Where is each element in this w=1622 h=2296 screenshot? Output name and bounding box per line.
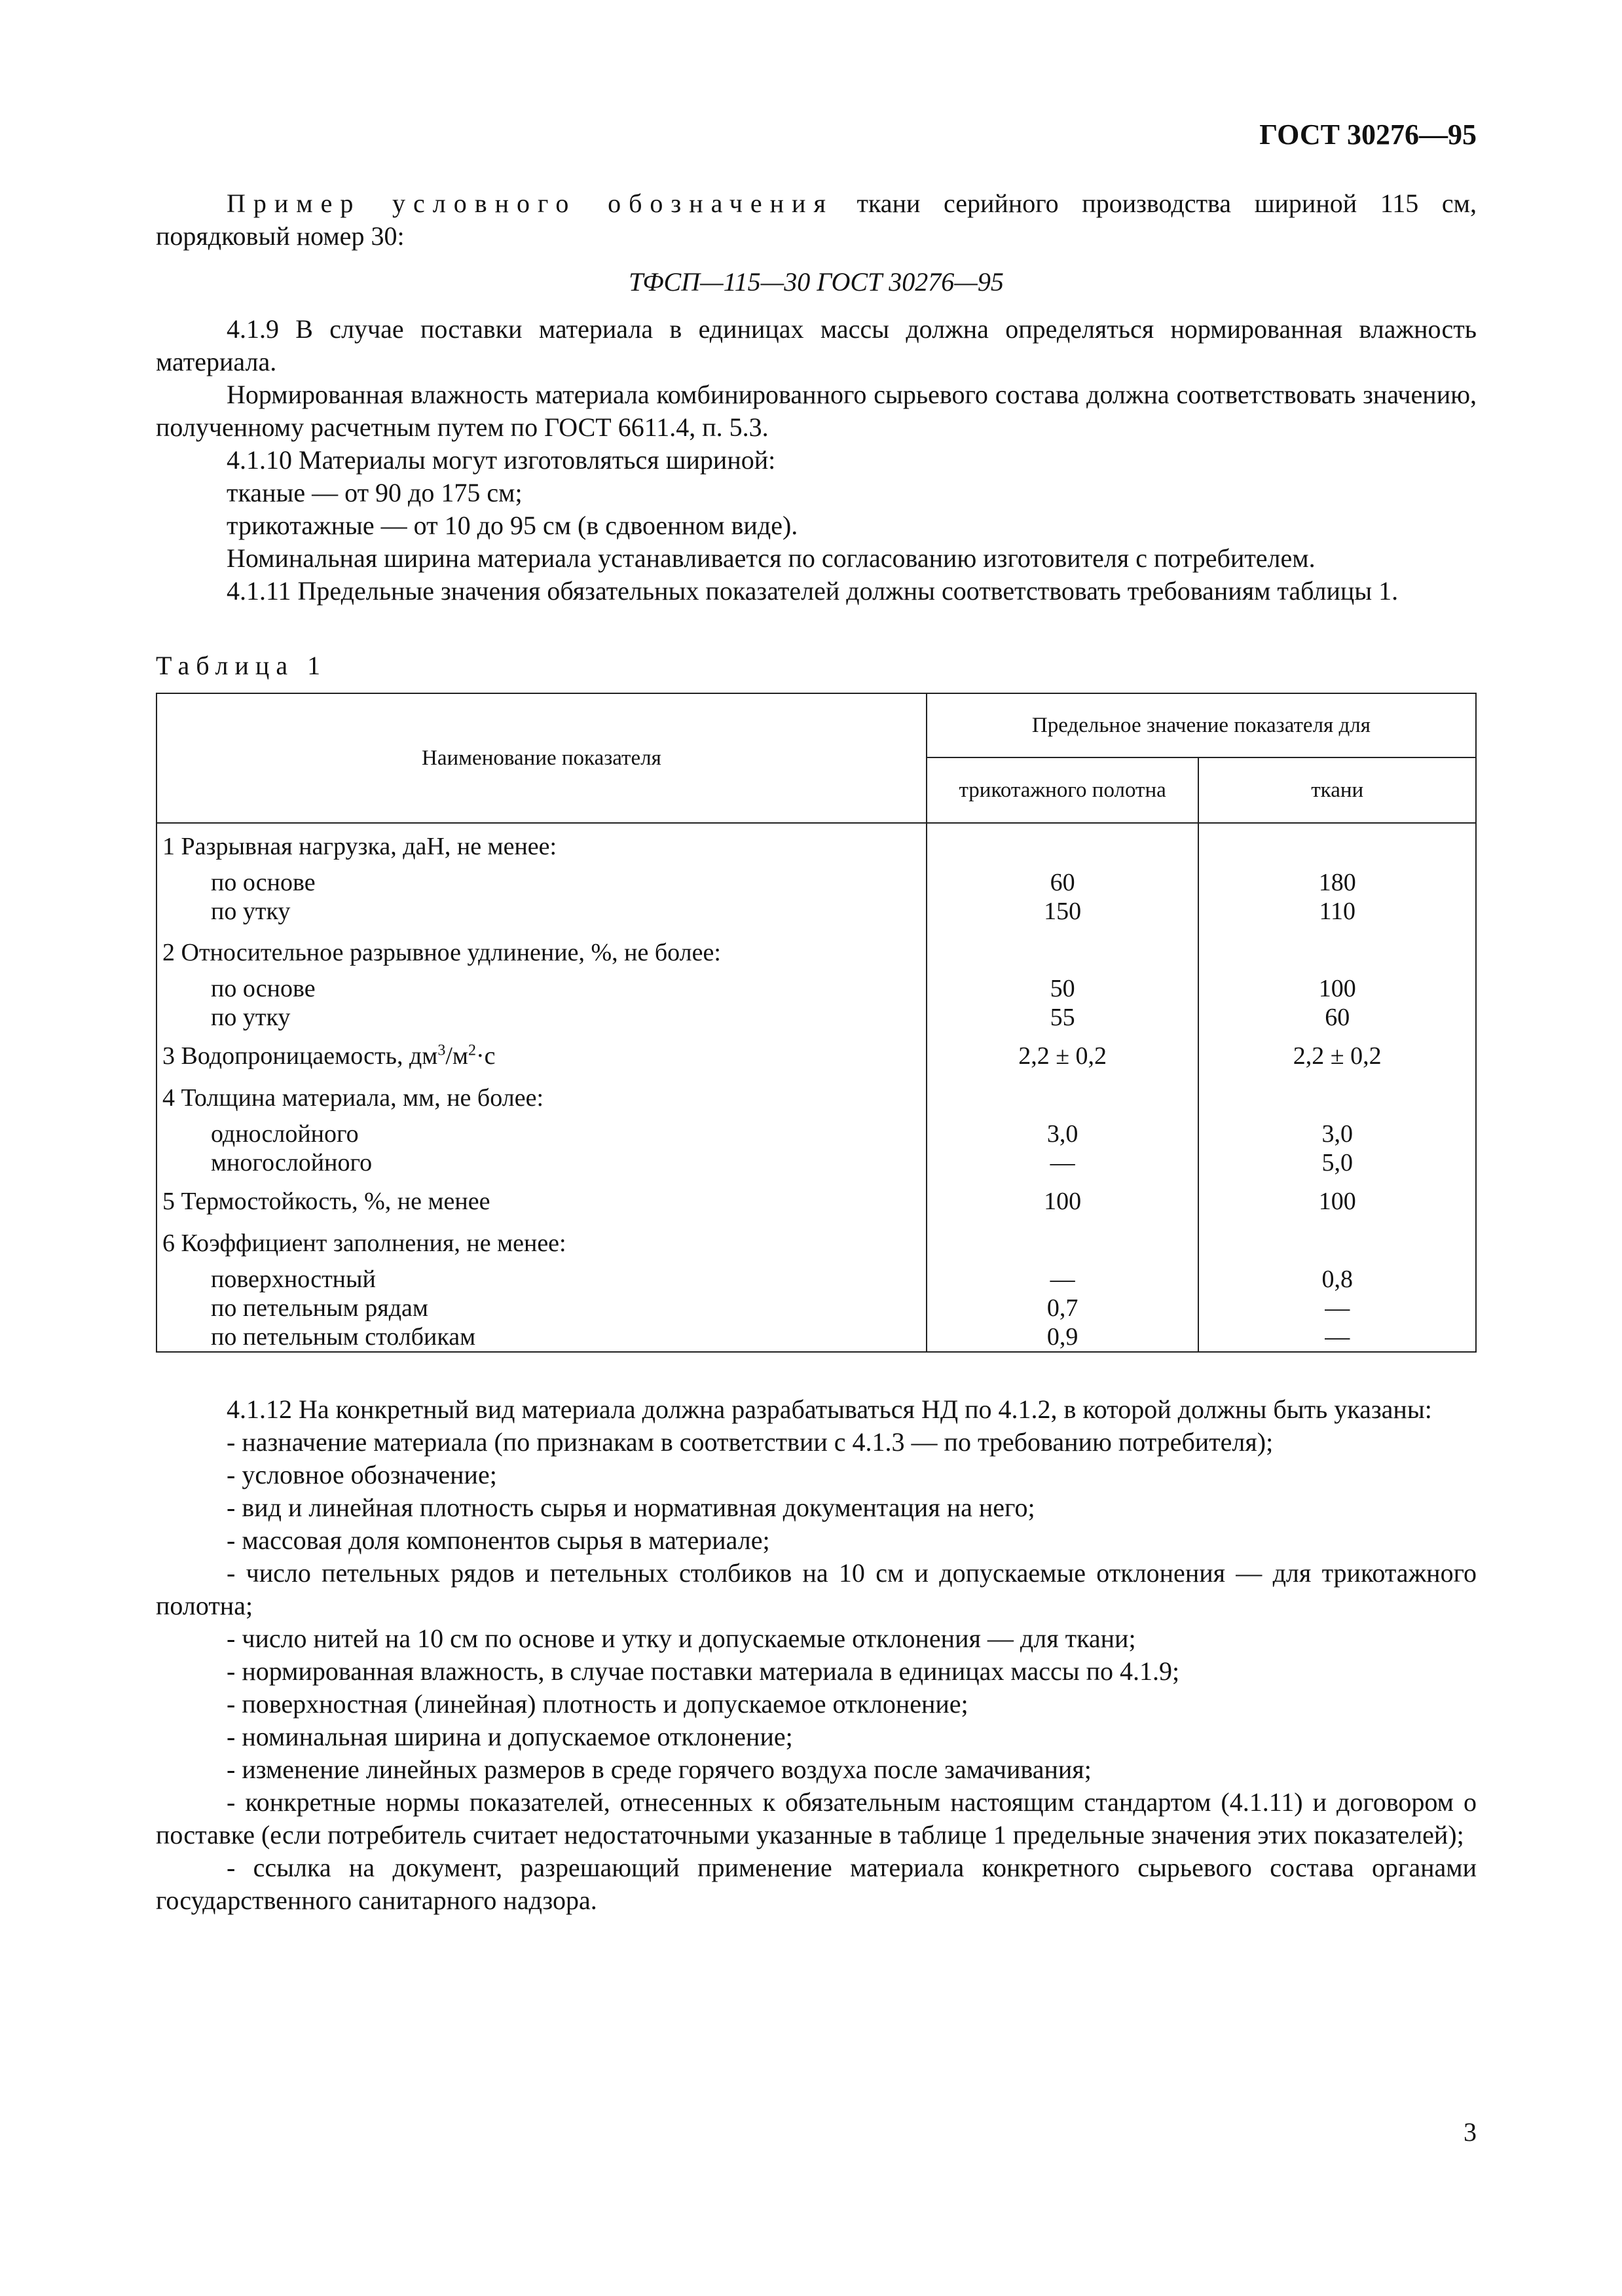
knit-value: — bbox=[927, 1148, 1199, 1182]
list-item: - конкретные нормы показателей, отнесенных к обязательным настоящим стандартом (4.1.11) и договором о поставке (если потребитель считает недостаточными указанные в таблице 1 предельные значения этих показателей); bbox=[156, 1787, 1477, 1850]
table-row bbox=[157, 1222, 1476, 1265]
knit-value: 2,2 ± 0,2 bbox=[927, 1037, 1199, 1076]
header-knitted: трикотажного полотна bbox=[927, 757, 1199, 823]
knit-value: 55 bbox=[927, 1003, 1199, 1037]
paragraph-4-1-9-moisture: Нормированная влажность материала комбинированного сырьевого состава должна соответствовать значению, полученному расчетным путем по ГОСТ 6611.4, п. 5.3. bbox=[156, 380, 1477, 442]
paragraph-4-1-10: 4.1.10 Материалы могут изготовляться шириной: bbox=[227, 445, 776, 475]
table-row bbox=[157, 823, 1476, 868]
list-item: - вид и линейная плотность сырья и нормативная документация на него; bbox=[227, 1493, 1035, 1522]
table-row bbox=[157, 1037, 1476, 1076]
fabric-value: 180 bbox=[1198, 868, 1476, 897]
row-label: 2 Относительное разрывное удлинение, %, не более: bbox=[157, 931, 927, 974]
nominal-width: Номинальная ширина материала устанавливается по согласованию изготовителя с потребителем. bbox=[227, 543, 1316, 573]
knit-value: — bbox=[927, 1265, 1199, 1294]
fabric-value: 5,0 bbox=[1198, 1148, 1476, 1182]
page-number: 3 bbox=[1464, 2117, 1477, 2147]
example-designation: ТФСП—115—30 ГОСТ 30276—95 bbox=[629, 267, 1004, 297]
fabric-value: 3,0 bbox=[1198, 1120, 1476, 1148]
row-label: по петельным рядам bbox=[157, 1294, 927, 1322]
table-1 bbox=[156, 693, 1477, 1353]
table-caption: Таблица 1 bbox=[156, 651, 327, 680]
list-item: - массовая доля компонентов сырья в материале; bbox=[227, 1525, 770, 1555]
paragraph-4-1-9: 4.1.9 В случае поставки материала в единицах массы должна определяться нормированная влажность материала. bbox=[156, 314, 1477, 376]
width-woven: тканые — от 90 до 175 см; bbox=[227, 478, 523, 507]
fabric-value: 110 bbox=[1198, 897, 1476, 931]
table-row bbox=[157, 1265, 1476, 1294]
fabric-value: — bbox=[1198, 1294, 1476, 1322]
list-item: - условное обозначение; bbox=[227, 1460, 497, 1489]
list-item: - номинальная ширина и допускаемое отклонение; bbox=[227, 1722, 793, 1751]
row-label: 4 Толщина материала, мм, не более: bbox=[157, 1076, 927, 1120]
table-row bbox=[157, 1120, 1476, 1148]
table-row bbox=[157, 1182, 1476, 1222]
row-label: 6 Коэффициент заполнения, не менее: bbox=[157, 1222, 927, 1265]
knit-value: 60 bbox=[927, 868, 1199, 897]
example-paragraph bbox=[156, 187, 1477, 253]
table-row bbox=[157, 1294, 1476, 1322]
knit-value: 50 bbox=[927, 974, 1199, 1003]
table-row bbox=[157, 868, 1476, 897]
list-item: - назначение материала (по признакам в соответствии с 4.1.3 — по требованию потребителя); bbox=[227, 1427, 1274, 1457]
fabric-value: 100 bbox=[1198, 1182, 1476, 1222]
document-body bbox=[156, 187, 1477, 1917]
knit-value: 0,9 bbox=[927, 1322, 1199, 1352]
row-label: однослойного bbox=[157, 1120, 927, 1148]
list-item: - ссылка на документ, разрешающий применение материала конкретного сырьевого состава органами государственного санитарного надзора. bbox=[156, 1853, 1477, 1915]
row-label: по основе bbox=[157, 974, 927, 1003]
list-item: - поверхностная (линейная) плотность и допускаемое отклонение; bbox=[227, 1689, 968, 1719]
row-label: многослойного bbox=[157, 1148, 927, 1182]
width-knitted: трикотажные — от 10 до 95 см (в сдвоенном виде). bbox=[227, 511, 798, 540]
paragraph-4-1-12: 4.1.12 На конкретный вид материала должна разрабатываться НД по 4.1.2, в которой должны быть указаны: bbox=[227, 1394, 1432, 1424]
row-label: по основе bbox=[157, 868, 927, 897]
knit-value: 100 bbox=[927, 1182, 1199, 1222]
list-item: - нормированная влажность, в случае поставки материала в единицах массы по 4.1.9; bbox=[227, 1656, 1180, 1686]
page-header-gost: ГОСТ 30276—95 bbox=[1259, 118, 1477, 151]
fabric-value: 0,8 bbox=[1198, 1265, 1476, 1294]
table-row bbox=[157, 931, 1476, 974]
example-text: ткани серийного производства шириной 115 см, порядковый номер 30: bbox=[156, 189, 1477, 251]
table-row bbox=[157, 1148, 1476, 1182]
fabric-value: 100 bbox=[1198, 974, 1476, 1003]
row-label: 3 Водопроницаемость, $дм^3/м^2\cdot с$ bbox=[157, 1037, 927, 1076]
fabric-value: 2,2 ± 0,2 bbox=[1198, 1037, 1476, 1076]
row-label: по утку bbox=[157, 897, 927, 931]
list-item: - изменение линейных размеров в среде горячего воздуха после замачивания; bbox=[227, 1755, 1092, 1784]
table-row bbox=[157, 1003, 1476, 1037]
table-row bbox=[157, 1322, 1476, 1352]
table-row bbox=[157, 1076, 1476, 1120]
example-spaced-label: Пример условного обозначения bbox=[227, 189, 834, 218]
table-row bbox=[157, 897, 1476, 931]
row-label: поверхностный bbox=[157, 1265, 927, 1294]
knit-value: 0,7 bbox=[927, 1294, 1199, 1322]
knit-value: 3,0 bbox=[927, 1120, 1199, 1148]
header-fabric: ткани bbox=[1198, 757, 1476, 823]
paragraph-4-1-11: 4.1.11 Предельные значения обязательных показателей должны соответствовать требованиям таблицы 1. bbox=[227, 576, 1399, 606]
fabric-value: 60 bbox=[1198, 1003, 1476, 1037]
knit-value: 150 bbox=[927, 897, 1199, 931]
fabric-value: — bbox=[1198, 1322, 1476, 1352]
table-row bbox=[157, 974, 1476, 1003]
row-label: 5 Термостойкость, %, не менее bbox=[157, 1182, 927, 1222]
row-label: 1 Разрывная нагрузка, даН, не менее: bbox=[157, 823, 927, 868]
row-label: по петельным столбикам bbox=[157, 1322, 927, 1352]
header-limit-value: Предельное значение показателя для bbox=[927, 693, 1476, 757]
list-item: - число нитей на 10 см по основе и утку и допускаемые отклонения — для ткани; bbox=[227, 1624, 1136, 1653]
header-indicator-name: Наименование показателя bbox=[157, 693, 927, 823]
list-item: - число петельных рядов и петельных столбиков на 10 см и допускаемые отклонения — для трикотажного полотна; bbox=[156, 1558, 1477, 1620]
row-label: по утку bbox=[157, 1003, 927, 1037]
